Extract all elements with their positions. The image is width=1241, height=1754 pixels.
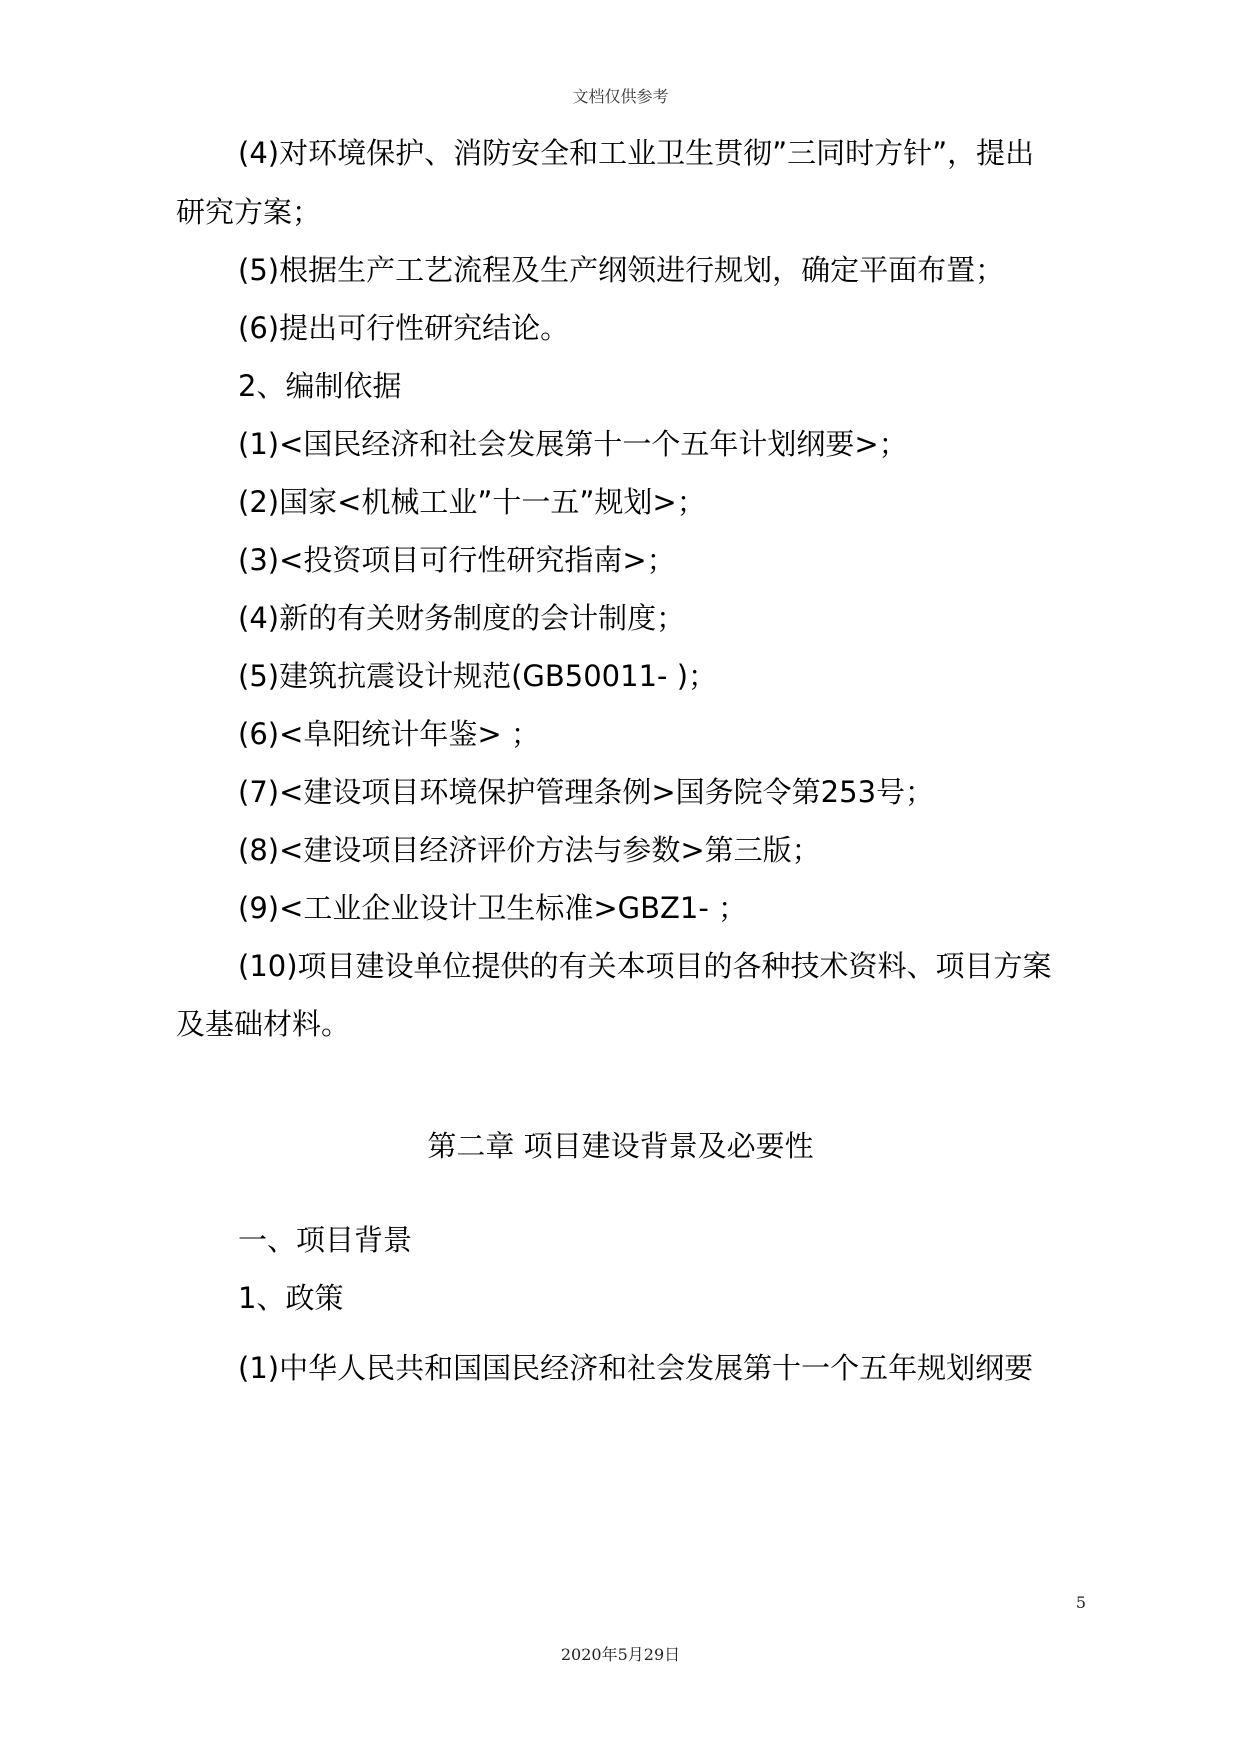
- reference-item-10-line1: (10)项目建设单位提供的有关本项目的各种技术资料、项目方案: [238, 949, 1052, 983]
- paragraph-item-5: (5)根据生产工艺流程及生产纲领进行规划，确定平面布置；: [238, 253, 1005, 287]
- reference-item-7: (7)<建设项目环境保护管理条例>国务院令第253号；: [238, 775, 935, 809]
- policy-item-1: (1)中华人民共和国国民经济和社会发展第十一个五年规划纲要: [238, 1351, 1034, 1385]
- reference-item-5: (5)建筑抗震设计规范(GB50011- )；: [238, 659, 718, 693]
- page-footer-date: 2020年5月29日: [560, 1645, 681, 1664]
- subsection-heading-policy: 1、政策: [238, 1281, 344, 1315]
- reference-item-1: (1)<国民经济和社会发展第十一个五年计划纲要>；: [238, 427, 908, 461]
- section-heading-project-background: 一、项目背景: [238, 1223, 413, 1257]
- paragraph-item-4-line2: 研究方案；: [176, 195, 322, 229]
- chapter-title: 第二章 项目建设背景及必要性: [427, 1129, 814, 1163]
- reference-item-4: (4)新的有关财务制度的会计制度；: [238, 601, 686, 635]
- page-header: 文档仅供参考: [572, 87, 669, 106]
- section-heading-compilation-basis: 2、编制依据: [238, 369, 402, 403]
- reference-item-6: (6)<阜阳统计年鉴> ；: [238, 717, 540, 751]
- page-number: 5: [1075, 1593, 1086, 1612]
- reference-item-10-line2: 及基础材料。: [176, 1007, 351, 1041]
- reference-item-9: (9)<工业企业设计卫生标准>GBZ1- ；: [238, 891, 748, 925]
- reference-item-8: (8)<建设项目经济评价方法与参数>第三版；: [238, 833, 821, 867]
- paragraph-item-6: (6)提出可行性研究结论。: [238, 311, 570, 345]
- paragraph-item-4-line1: (4)对环境保护、消防安全和工业卫生贯彻”三同时方针”，提出: [238, 136, 1035, 170]
- reference-item-2: (2)国家<机械工业”十一五”规划>；: [238, 485, 706, 519]
- reference-item-3: (3)<投资项目可行性研究指南>；: [238, 543, 676, 577]
